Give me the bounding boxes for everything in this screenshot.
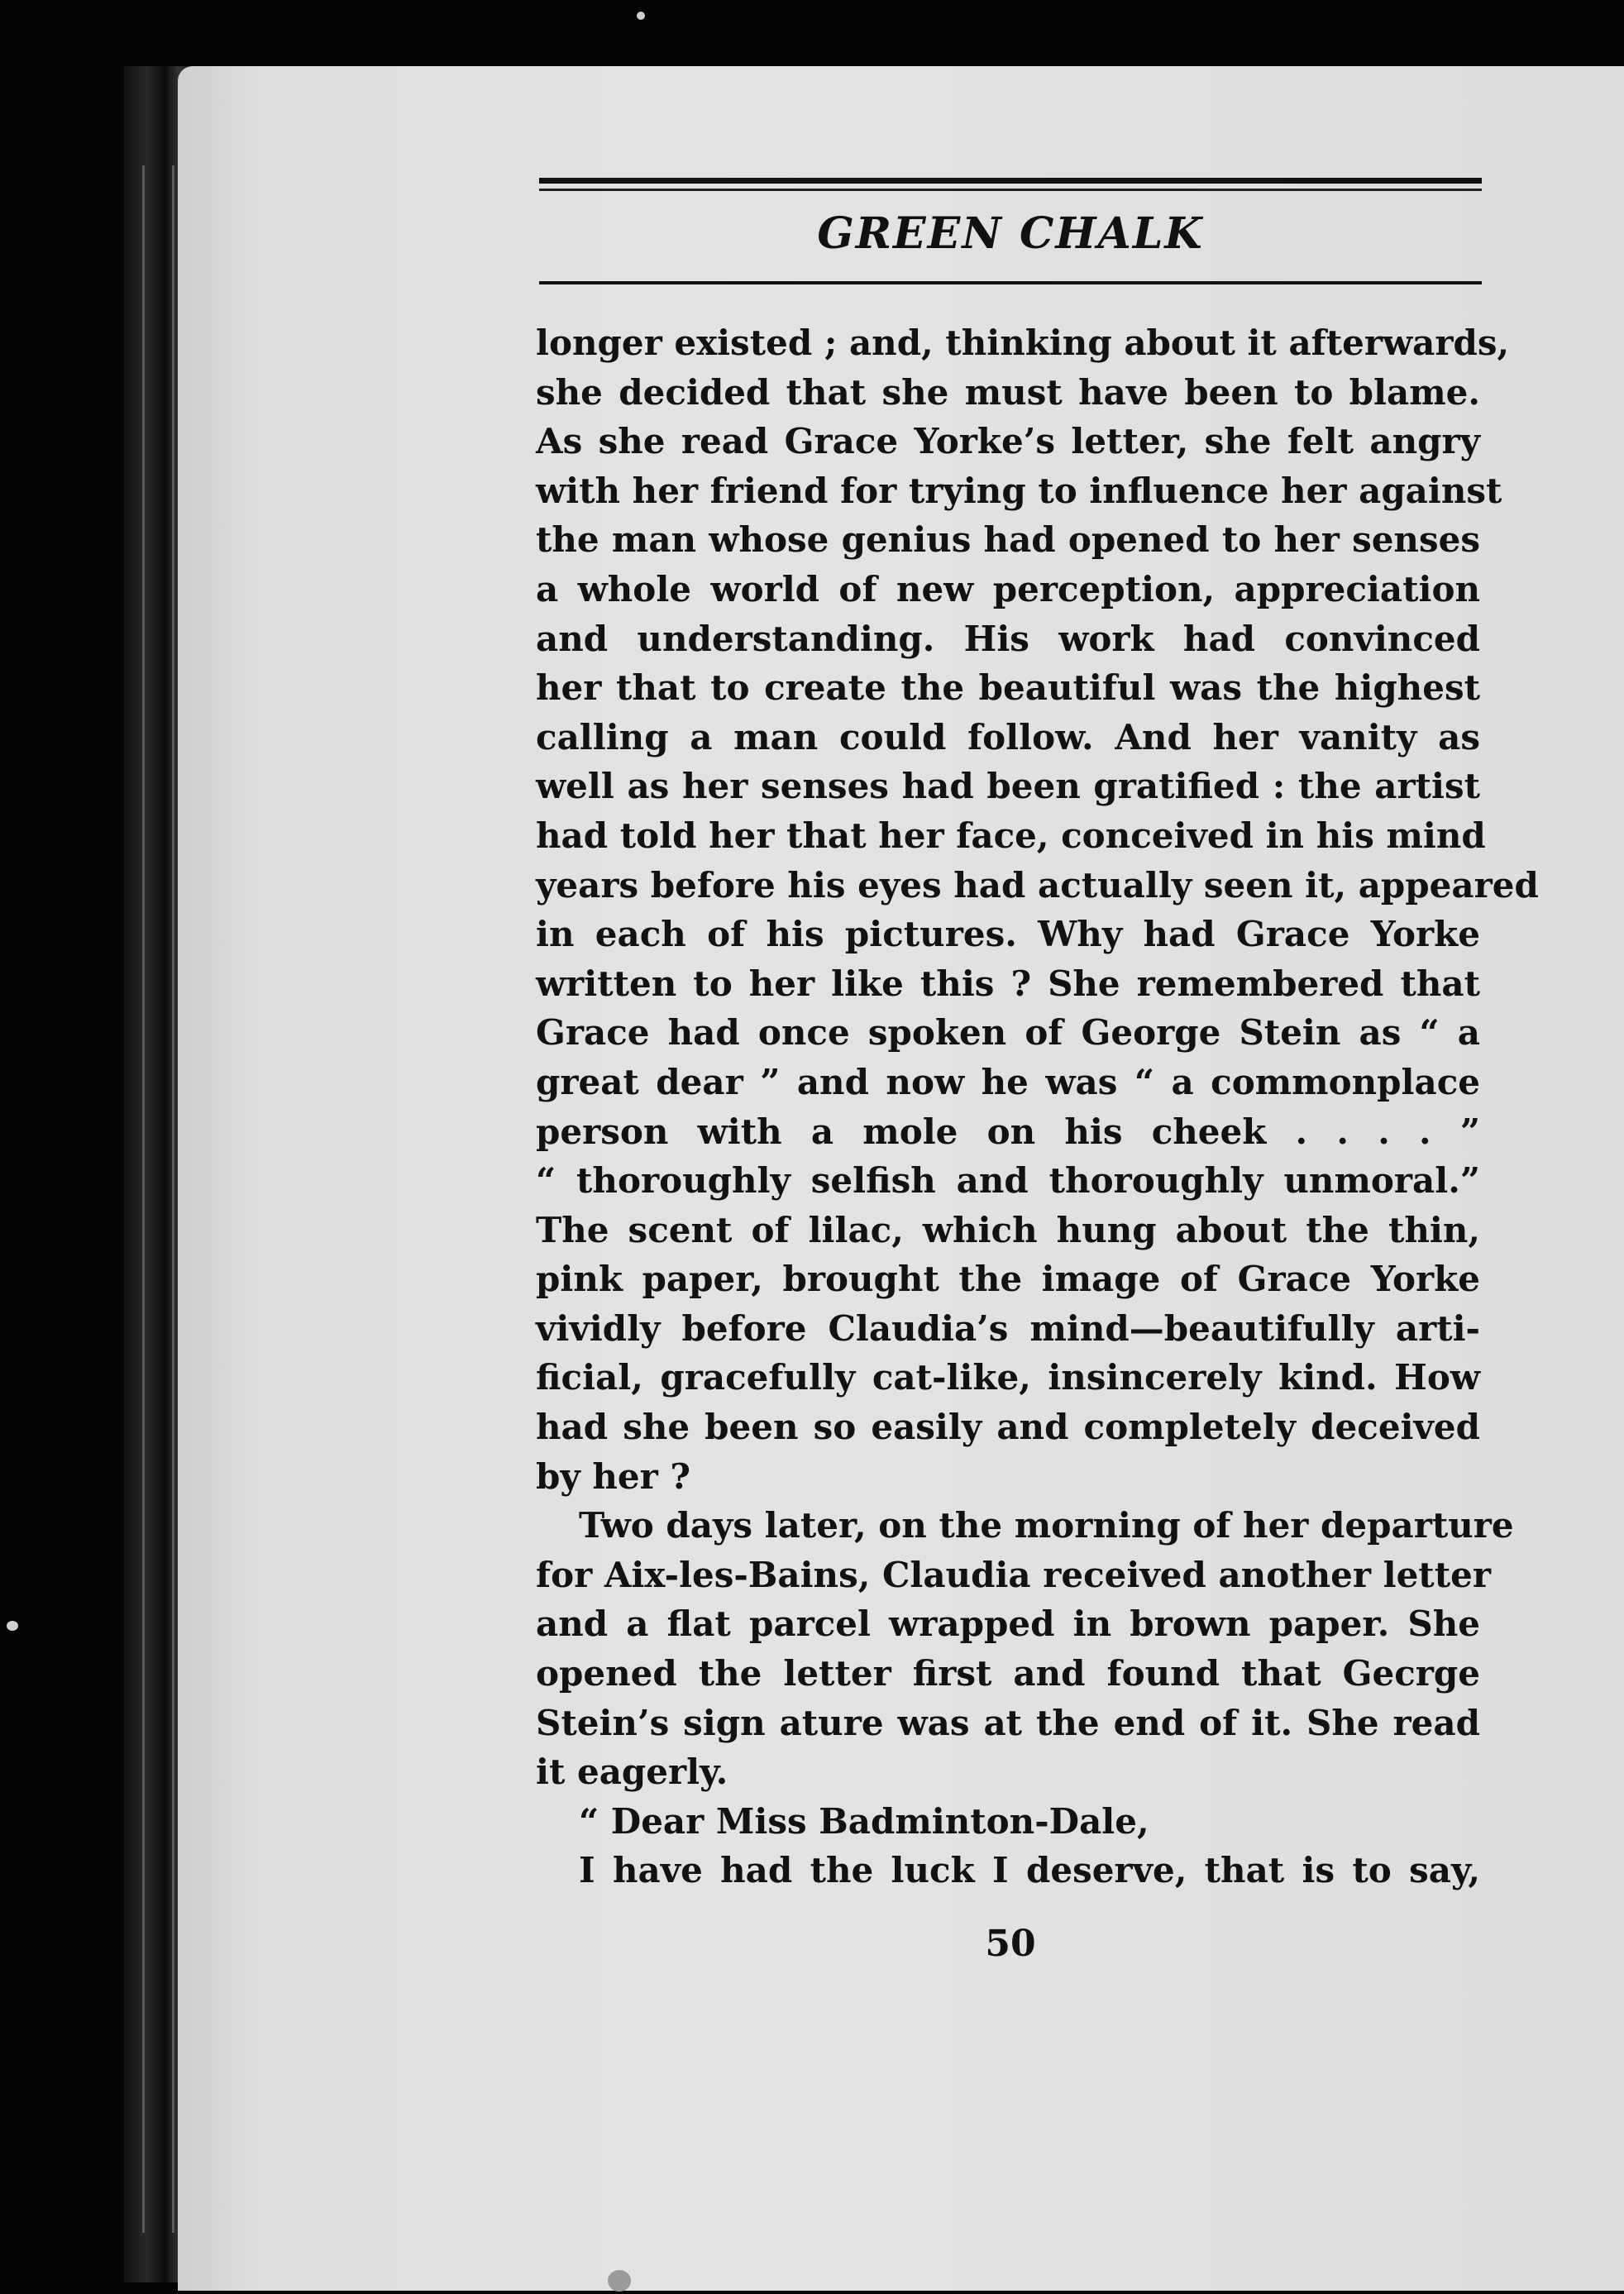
scan-speck: [608, 2270, 631, 2292]
page-number: 50: [985, 1923, 1036, 1965]
text-line: for Aix-les-Bains, Claudia received another letter: [536, 1554, 1491, 1595]
scan-speck: [637, 12, 645, 20]
text-line: her that to create the beautiful was the highest: [536, 667, 1480, 709]
running-head: GREEN CHALK: [817, 208, 1204, 259]
text-line: had she been so easily and completely deceived: [536, 1407, 1480, 1448]
text-line: by her ?: [536, 1455, 691, 1497]
text-line: Grace had once spoken of George Stein as “ a: [536, 1012, 1480, 1054]
text-line: pink paper, brought the image of Grace Yorke: [536, 1259, 1480, 1300]
text-line: longer existed ; and, thinking about it afterwards,: [536, 323, 1510, 363]
text-line: and understanding. His work had convinced: [536, 618, 1480, 659]
text-line: vividly before Claudia’s mind—beautifully arti-: [536, 1307, 1480, 1349]
text-line: with her friend for trying to influence her against: [536, 470, 1502, 511]
text-line: Two days later, on the morning of her departure: [579, 1505, 1514, 1546]
text-line: it eagerly.: [536, 1752, 728, 1793]
header-rule-thick: [539, 178, 1482, 184]
text-line: in each of his pictures. Why had Grace Yorke: [536, 914, 1480, 955]
text-line: I have had the luck I deserve, that is to say,: [579, 1850, 1480, 1891]
text-line: The scent of lilac, which hung about the thin,: [536, 1209, 1480, 1250]
text-line: she decided that she must have been to blame.: [536, 371, 1480, 413]
header-rule-thin: [539, 189, 1482, 191]
text-line: years before his eyes had actually seen it, appeared: [536, 864, 1539, 906]
spine-edge-line: [172, 165, 174, 2233]
text-line: Stein’s sign ature was at the end of it. She read: [536, 1702, 1480, 1743]
text-line: “ thoroughly selfish and thoroughly unmoral.”: [536, 1160, 1480, 1202]
text-line: well as her senses had been gratified : the artist: [536, 766, 1480, 807]
text-line: and a flat parcel wrapped in brown paper. She: [536, 1603, 1480, 1645]
header-rule-bottom: [539, 281, 1482, 284]
text-line: had told her that her face, conceived in his mind: [536, 815, 1486, 856]
text-line: a whole world of new perception, appreciation: [536, 568, 1480, 609]
text-line: As she read Grace Yorke’s letter, she felt angry: [536, 421, 1480, 462]
body-text: [536, 318, 1539, 1895]
text-line: ficial, gracefully cat-like, insincerely kind. How: [536, 1357, 1480, 1398]
spine-edge-line: [142, 165, 145, 2233]
scan-speck: [7, 1621, 18, 1631]
text-line: opened the letter first and found that Gecrge: [536, 1653, 1480, 1694]
text-line: great dear ” and now he was “ a commonplace: [536, 1061, 1480, 1102]
text-line: “ Dear Miss Badminton-Dale,: [579, 1800, 1149, 1842]
text-line: calling a man could follow. And her vanity as: [536, 716, 1480, 757]
text-line: person with a mole on his cheek . . . . ”: [536, 1111, 1480, 1152]
text-line: the man whose genius had opened to her senses: [536, 519, 1480, 561]
text-line: written to her like this ? She remembered that: [536, 963, 1480, 1004]
